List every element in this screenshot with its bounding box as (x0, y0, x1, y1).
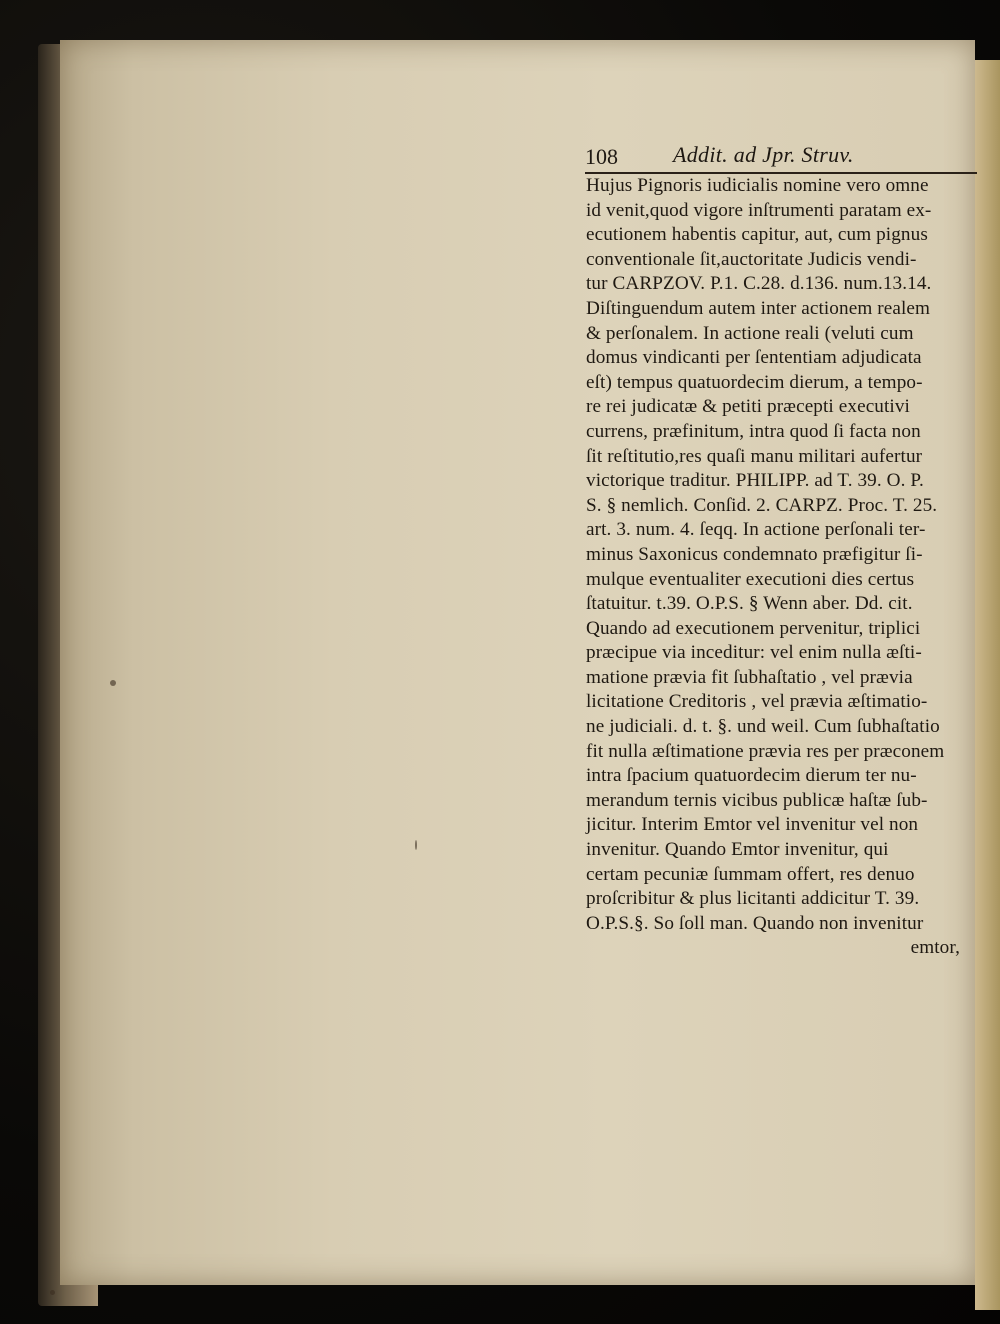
page-right-edge (975, 60, 1000, 1310)
text-line: currens, præfinitum, intra quod ſi facta non (586, 420, 921, 442)
text-line: Diſtinguendum autem inter actionem realem (586, 297, 931, 319)
text-line: Hujus Pignoris iudicialis nomine vero omne (586, 175, 929, 196)
text-line: ſtatuitur. t.39. O.P.S. § Wenn aber. Dd. cit. (586, 593, 913, 615)
running-title: Addit. ad Jpr. Struv. (673, 142, 854, 167)
text-line: tur CARPZOV. P.1. C.28. d.136. num.13.14. (586, 273, 932, 295)
text-line: matione prævia fit ſubhaſtatio , vel prævia (586, 666, 913, 688)
text-line: proſcribitur & plus licitanti addicitur T. 39. (586, 888, 920, 910)
text-line: minus Saxonicus condemnato præfigitur ſi- (586, 543, 923, 565)
body-text (586, 174, 978, 961)
text-line: eſt) tempus quatuordecim dierum, a tempo- (586, 371, 923, 393)
text-line: jicitur. Interim Emtor vel invenitur vel non (586, 814, 919, 836)
page-number: 108 (585, 144, 618, 169)
text-line: conventionale ſit,auctoritate Judicis vendi- (586, 248, 917, 270)
text-line: ne judiciali. d. t. §. und weil. Cum ſubhaſtatio (586, 716, 940, 738)
text-line: intra ſpacium quatuordecim dierum ter nu- (586, 765, 917, 787)
text-line: S. § nemlich. Conſid. 2. CARPZ. Proc. T. 25. (586, 494, 938, 516)
text-line: re rei judicatæ & petiti præcepti executivi (586, 396, 910, 418)
text-line: & perſonalem. In actione reali (veluti cum (586, 322, 914, 344)
text-line: Quando ad executionem pervenitur, triplici (586, 617, 921, 639)
text-line: domus vindicanti per ſententiam adjudicata (586, 347, 922, 369)
catchword: emtor, (910, 937, 960, 959)
text-line: victorique traditur. PHILIPP. ad T. 39. O. P. (586, 470, 924, 492)
text-line: licitatione Creditoris , vel prævia æſtimatio- (586, 691, 928, 713)
text-line: ſit reſtitutio,res quaſi manu militari aufertur (586, 445, 923, 467)
text-line: mulque eventualiter executioni dies certus (586, 568, 915, 590)
text-line: certam pecuniæ ſummam offert, res denuo (586, 863, 915, 885)
text-line: præcipue via inceditur: vel enim nulla æſti- (586, 642, 922, 664)
text-line: id venit,quod vigore inſtrumenti paratam ex- (586, 199, 932, 221)
text-line: art. 3. num. 4. ſeqq. In actione perſonali ter- (586, 519, 926, 541)
text-line: O.P.S.§. So ſoll man. Quando non invenitur (586, 912, 924, 934)
text-line: ecutionem habentis capitur, aut, cum pignus (586, 224, 928, 246)
page-header (585, 142, 977, 174)
text-line: invenitur. Quando Emtor invenitur, qui (586, 839, 889, 861)
text-line: fit nulla æſtimatione prævia res per præconem (586, 740, 945, 762)
text-line: merandum ternis vicibus publicæ haſtæ ſub- (586, 789, 928, 811)
